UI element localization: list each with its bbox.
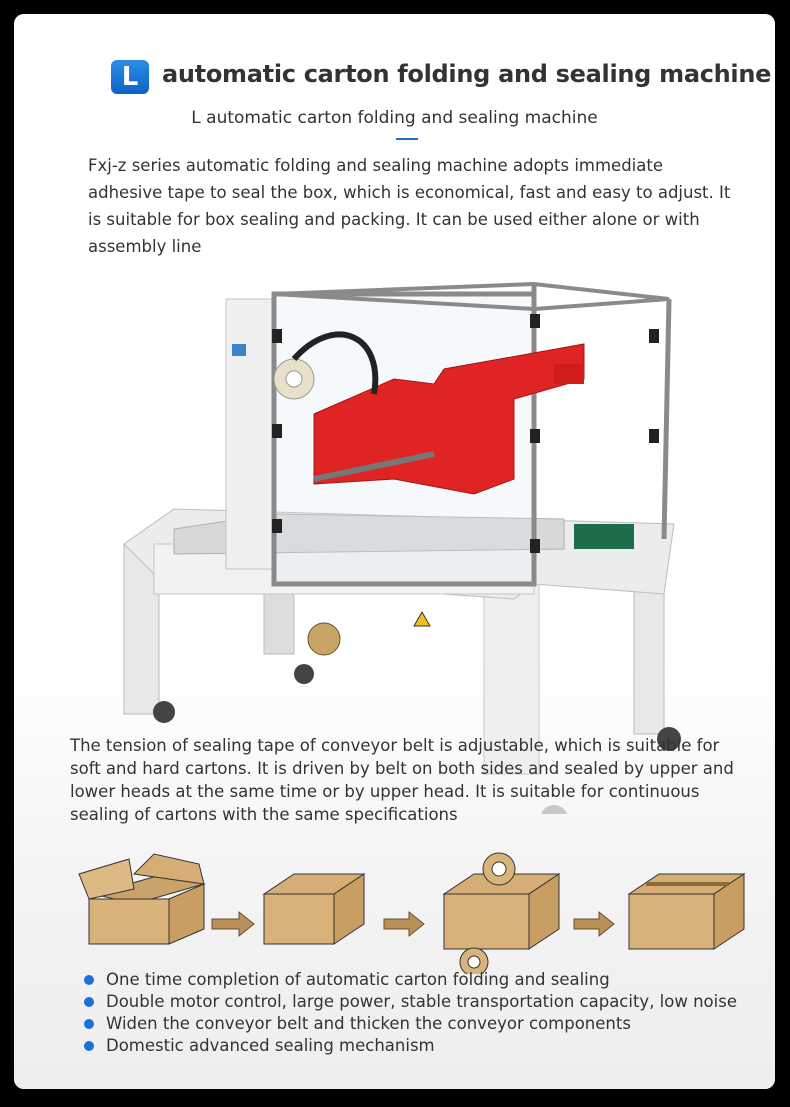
caster-wheel xyxy=(294,664,314,684)
carton-sealing xyxy=(444,853,559,974)
bullet-icon xyxy=(84,997,94,1007)
carton-folded xyxy=(264,874,364,944)
conveyor-belt xyxy=(574,524,634,549)
feature-item: Double motor control, large power, stable transportation capacity, low noise xyxy=(84,991,744,1013)
machine-illustration xyxy=(114,254,684,814)
carton-sealed xyxy=(629,874,744,949)
description-paragraph: The tension of sealing tape of conveyor belt is adjustable, which is suitable for soft and hard cartons. It is driven by belt on both sides and sealed by upper and lower heads at the same time or by upper head. It is suitable for continuous sealing of cartons with the same specifications xyxy=(70,736,734,824)
carton-open xyxy=(79,854,204,944)
sealing-arm-red xyxy=(554,364,584,384)
hinge xyxy=(530,539,540,553)
warning-sign-icon xyxy=(414,612,430,626)
subtitle-underline xyxy=(396,138,418,140)
hinge xyxy=(530,314,540,328)
safety-frame-post xyxy=(664,299,669,539)
page-subtitle: L automatic carton folding and sealing machine xyxy=(191,108,598,128)
process-diagram xyxy=(74,844,754,974)
lower-tape-roll xyxy=(308,623,340,655)
content-card xyxy=(14,14,775,1089)
hinge xyxy=(649,429,659,443)
machine-leg xyxy=(264,594,294,654)
machine-pillar xyxy=(226,299,274,569)
arrow-icon xyxy=(212,912,254,936)
hinge xyxy=(272,424,282,438)
pillar-label xyxy=(232,344,246,356)
bullet-icon xyxy=(84,1019,94,1029)
feature-item: Domestic advanced sealing mechanism xyxy=(84,1035,744,1057)
hinge xyxy=(272,329,282,343)
feature-item: One time completion of automatic carton folding and sealing xyxy=(84,969,744,991)
page-title: automatic carton folding and sealing machine xyxy=(162,60,772,88)
bullet-icon xyxy=(84,1041,94,1051)
intro-paragraph: Fxj-z series automatic folding and sealing machine adopts immediate adhesive tape to seal the box, which is economical, fast and easy to adjust. It is suitable for box sealing and packing. It can be used either alone or with assembly line xyxy=(88,156,731,256)
feature-list xyxy=(84,969,744,1057)
arrow-icon xyxy=(574,912,614,936)
bullet-icon xyxy=(84,975,94,985)
header xyxy=(14,60,775,100)
hinge xyxy=(530,429,540,443)
hinge xyxy=(649,329,659,343)
feature-item: Widen the conveyor belt and thicken the conveyor components xyxy=(84,1013,744,1035)
brand-logo-icon: L xyxy=(111,60,149,94)
arrow-icon xyxy=(384,912,424,936)
hinge xyxy=(272,519,282,533)
caster-wheel xyxy=(153,701,175,723)
